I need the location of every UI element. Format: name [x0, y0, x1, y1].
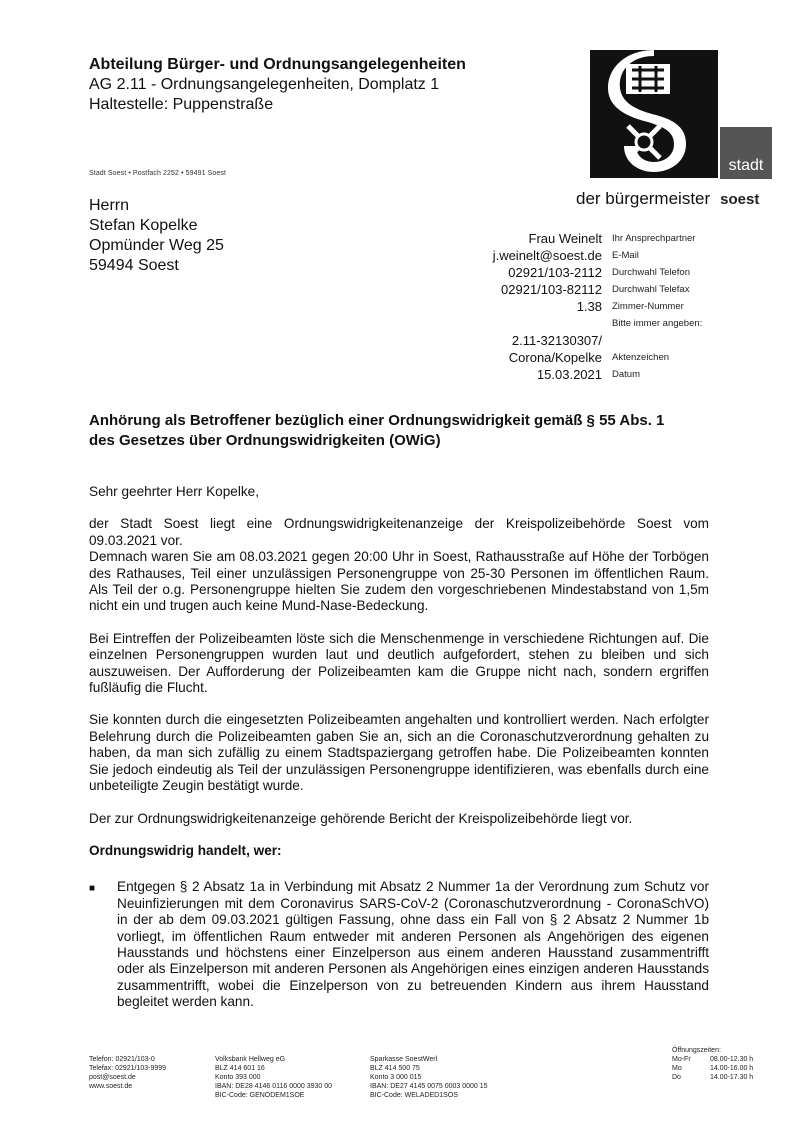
contact-value: Corona/Kopelke [508, 350, 602, 365]
opening-hours-row: Mo 14.00-16.00 h [672, 1065, 754, 1072]
contact-row [480, 281, 780, 298]
sender-return-address: Stadt Soest • Postfach 2252 • 59491 Soest [89, 170, 227, 177]
department-header [89, 55, 466, 115]
contact-row [480, 247, 780, 264]
contact-value: Frau Weinelt [528, 231, 602, 246]
contact-label: Datum [612, 369, 640, 380]
stadt-label: stadt [720, 127, 772, 179]
contact-value: 1.38 [576, 299, 602, 314]
contact-row [480, 332, 780, 349]
contact-row [480, 230, 780, 247]
footer-line: Volksbank Hellweg eG [215, 1056, 286, 1063]
contact-label: Ihr Ansprechpartner [612, 233, 696, 244]
contact-block [480, 230, 780, 383]
contact-value: 02921/103-2112 [508, 265, 602, 280]
recipient-city: 59494 Soest [89, 257, 179, 274]
contact-value: j.weinelt@soest.de [492, 248, 602, 263]
letter-subject: Anhörung als Betroffener bezüglich einer Ordnungswidrigkeit gemäß § 55 Abs. 1 des Gesetzes über Ordnungswidrigkeiten (OWiG) [89, 412, 665, 449]
coat-of-arms-icon [590, 50, 718, 178]
opening-hours-row: Mo-Fr 08.00-12.30 h [672, 1056, 754, 1063]
footer-line: post@soest.de [89, 1074, 136, 1081]
city-name: soest [720, 191, 760, 208]
bullet-icon: ■ [89, 883, 96, 895]
contact-value: 02921/103-82112 [501, 282, 602, 297]
contact-row [480, 366, 780, 383]
contact-row [480, 264, 780, 281]
footer-bank-1 [215, 1055, 332, 1100]
contact-value [480, 315, 612, 332]
contact-value: 15.03.2021 [536, 367, 602, 382]
section-heading: Ordnungswidrig handelt, wer: [89, 842, 282, 858]
paragraph: der Stadt Soest liegt eine Ordnungswidrigkeitenanzeige der Kreispolizeibehörde Soest vom 09.03.2021 vor. [89, 516, 709, 548]
paragraph: Sie konnten durch die eingesetzten Polizeibeamten angehalten und kontrolliert werden. Nach erfolgter Belehrung durch die Polizeibeamten gaben Sie an, sich an die Coronaschutzverordnung gehalten zu haben, da man sich zufällig zu einem Stadtspaziergang getroffen habe. Die Polizeibeamten konnten Sie jedoch eindeutig als Teil der unzulässigen Personengruppe identifizieren, was ebenfalls durch eine unbeteiligte Zeugin bestätigt wurde. [89, 712, 709, 794]
contact-label: E-Mail [612, 250, 639, 261]
department-name: Abteilung Bürger- und Ordnungsangelegenheiten [89, 56, 466, 73]
recipient-salutation: Herrn [89, 197, 130, 214]
contact-row [480, 315, 780, 332]
footer-line: Telefon: 02921/103-0 [89, 1056, 155, 1063]
footer-line: www.soest.de [89, 1083, 133, 1090]
footer-bank-2 [370, 1055, 488, 1100]
city-logo [590, 50, 718, 178]
footer-line: IBAN: DE28 4146 0116 0000 3930 00 [215, 1083, 333, 1090]
opening-hours-title: Öffnungszeiten: [672, 1047, 721, 1054]
bullet-text: Entgegen § 2 Absatz 1a in Verbindung mit Absatz 2 Nummer 1a der Verordnung zum Schutz vor Neuinfizierungen mit dem Coronavirus SARS-CoV-2 (Coronaschutzverordnung - CoronaSchVO) in der ab dem 09.03.2021 gültigen Fassung, ohne dass ein Fall von § 2 Absatz 2 Nummer 1b vorliegt, im öffentlichen Raum entweder mit anderen Personen als Angehörigen des eigenen Hausstands und höchstens einer Einzelperson aus einem anderen Hausstand zusammentrifft oder als Einzelperson mit anderen Personen als Angehörigen eines einzigen anderen Hausstands zusammentrifft, wobei die Einzelperson von zu betreuenden Kindern aus ihrem Hausstand begleitet werden kann. [117, 879, 709, 1010]
contact-value: 2.11-32130307/ [511, 333, 602, 348]
contact-row [480, 349, 780, 366]
department-line-2: AG 2.11 - Ordnungsangelegenheiten, Domplatz 1 [89, 76, 440, 93]
footer-line: Konto 3 000 015 [370, 1074, 422, 1081]
contact-label: Aktenzeichen [612, 352, 670, 363]
recipient-address [89, 196, 224, 276]
footer-line: BLZ 414 601 16 [215, 1065, 265, 1072]
mayor-line [576, 189, 759, 209]
letter-salutation: Sehr geehrter Herr Kopelke, [89, 484, 260, 499]
footer-line: IBAN: DE27 4145 0075 0003 0000 15 [370, 1083, 488, 1090]
department-line-3: Haltestelle: Puppenstraße [89, 96, 274, 113]
list-item [89, 879, 709, 1010]
contact-row [480, 298, 780, 315]
contact-label: Zimmer-Nummer [612, 301, 684, 312]
recipient-street: Opmünder Weg 25 [89, 237, 224, 254]
letter-body [89, 484, 709, 1011]
paragraph: Der zur Ordnungswidrigkeitenanzeige gehörende Bericht der Kreispolizeibehörde liegt vor. [89, 810, 633, 826]
footer-line: BIC-Code: GENODEM1SOE [215, 1092, 305, 1099]
contact-label: Durchwahl Telefon [612, 267, 690, 278]
recipient-name: Stefan Kopelke [89, 217, 198, 234]
paragraph: Demnach waren Sie am 08.03.2021 gegen 20:00 Uhr in Soest, Rathausstraße auf Höhe der Torbögen des Rathauses, Teil einer unzulässigen Personengruppe von 25-30 Personen im öffentlichen Raum. Als Teil der o.g. Personengruppe hielten Sie zudem den vorgeschriebenen Mindestabstand von 1,5m nicht ein und trugen auch keine Mund-Nase-Bedeckung. [89, 549, 709, 614]
footer-line: Sparkasse SoestWerl [370, 1056, 438, 1063]
footer-line: Konto 393 000 [215, 1074, 261, 1081]
footer-line: Telefax: 02921/103-9999 [89, 1065, 167, 1072]
opening-hours-row: Do 14.00-17.30 h [672, 1074, 754, 1081]
opening-hours [672, 1046, 753, 1082]
contact-label: Durchwahl Telefax [612, 284, 690, 295]
footer-line: BLZ 414 500 75 [370, 1065, 420, 1072]
contact-label: Bitte immer angeben: [612, 318, 703, 329]
paragraph: Bei Eintreffen der Polizeibeamten löste sich die Menschenmenge in verschiedene Richtungen auf. Die einzelnen Personengruppen wurden laut und deutlich aufgefordert, stehen zu bleiben und sich auszuweisen. Der Aufforderung der Polizeibeamten kam die Gruppe nicht nach, sondern ergriffen fußläufig die Flucht. [89, 630, 709, 696]
footer-line: BIC-Code: WELADED1SOS [370, 1092, 458, 1099]
mayor-title: der bürgermeister [576, 189, 711, 208]
footer-contact [89, 1055, 166, 1091]
